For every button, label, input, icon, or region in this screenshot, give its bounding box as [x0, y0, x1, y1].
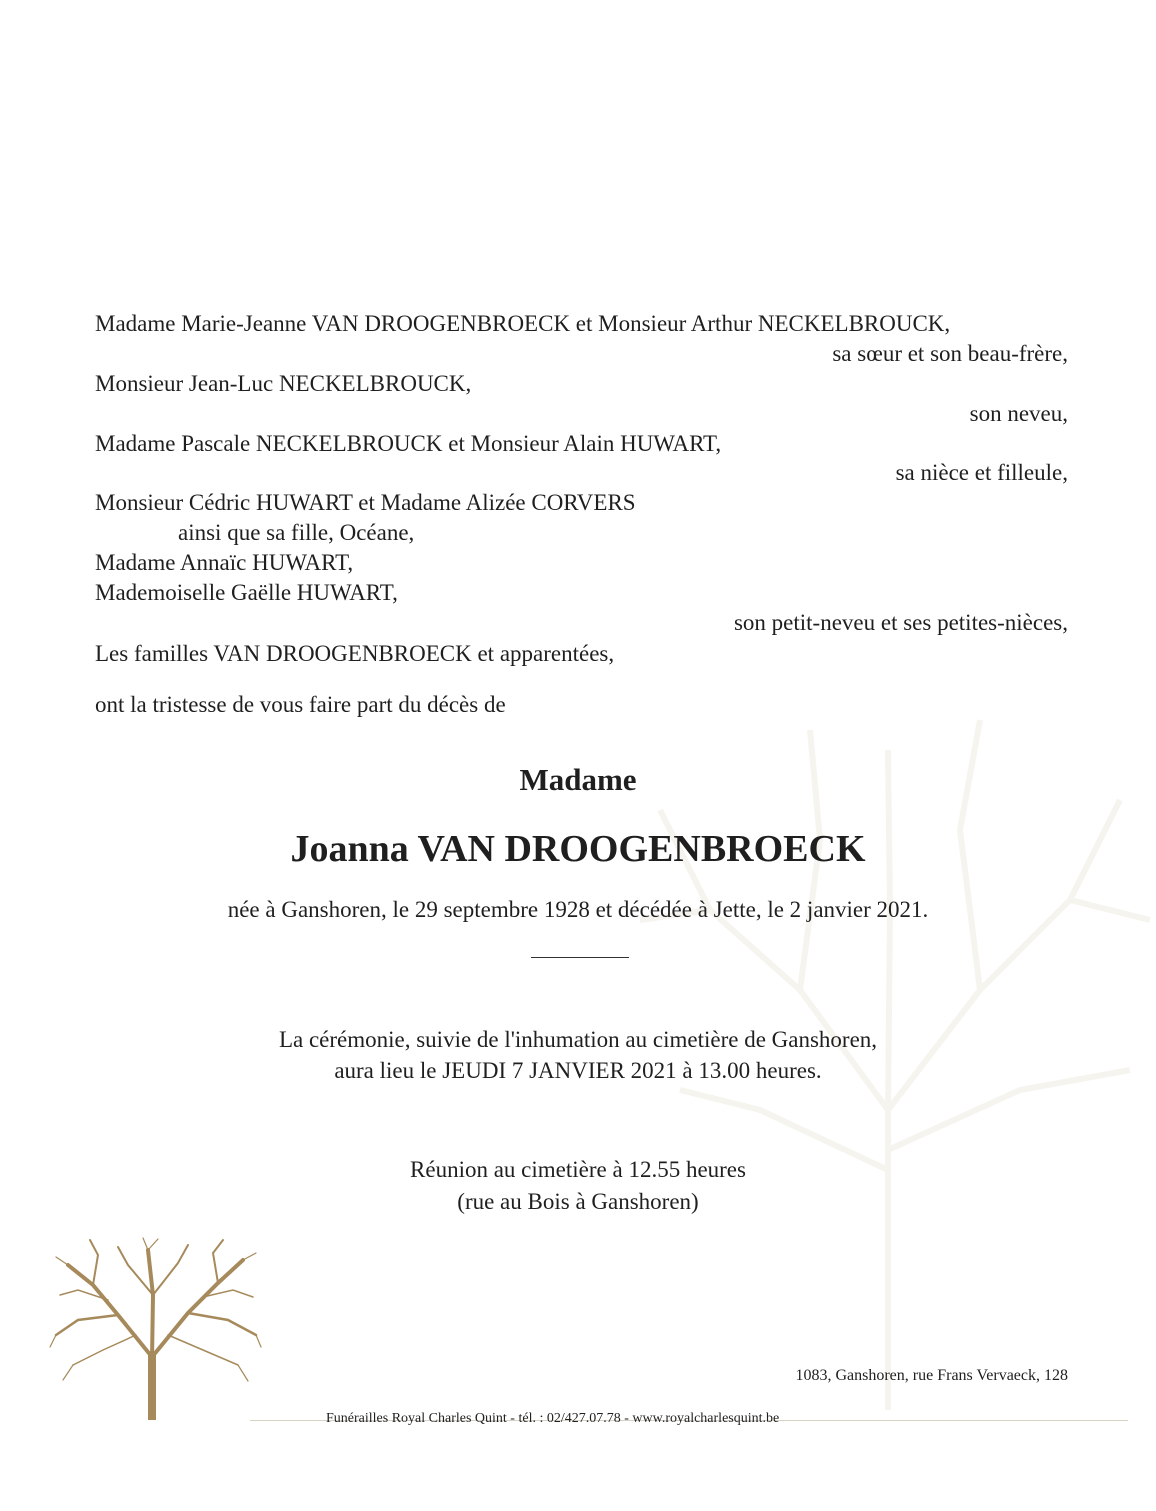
relation-1: sa sœur et son beau-frère,	[832, 341, 1068, 366]
meeting-line-1: Réunion au cimetière à 12.55 heures	[410, 1157, 746, 1182]
intro-text: ont la tristesse de vous faire part du décès de	[95, 692, 506, 717]
announcer-line-1: Madame Marie-Jeanne VAN DROOGENBROECK et Monsieur Arthur NECKELBROUCK,	[95, 311, 951, 336]
divider	[531, 957, 629, 958]
ceremony-line-1: La cérémonie, suivie de l'inhumation au cimetière de Ganshoren,	[278, 1027, 878, 1052]
deceased-name: Joanna VAN DROOGENBROECK	[290, 828, 866, 870]
relation-4: son petit-neveu et ses petites-nièces,	[733, 610, 1068, 635]
announcer-line-5: Les familles VAN DROOGENBROECK et apparentées,	[95, 641, 615, 666]
funeral-home-address: 1083, Ganshoren, rue Frans Vervaeck, 128	[795, 1367, 1068, 1384]
funeral-home-contact: Funérailles Royal Charles Quint - tél. : 02/427.07.78 - www.royalcharlesquint.be	[326, 1411, 780, 1426]
meeting-line-2: (rue au Bois à Ganshoren)	[457, 1189, 699, 1214]
announcer-line-4c: Madame Annaïc HUWART,	[95, 550, 354, 575]
deceased-dates: née à Ganshoren, le 29 septembre 1928 et décédée à Jette, le 2 janvier 2021.	[227, 897, 929, 922]
announcer-line-4a: Monsieur Cédric HUWART et Madame Alizée CORVERS	[95, 490, 636, 515]
deceased-honorific: Madame	[519, 762, 637, 797]
announcer-line-3: Madame Pascale NECKELBROUCK et Monsieur Alain HUWART,	[95, 431, 722, 456]
relation-3: sa nièce et filleule,	[895, 460, 1068, 485]
announcer-line-4b: ainsi que sa fille, Océane,	[178, 520, 415, 545]
tree-logo-icon	[48, 1235, 263, 1420]
ceremony-line-2: aura lieu le JEUDI 7 JANVIER 2021 à 13.00 heures.	[334, 1058, 822, 1083]
announcer-line-4d: Mademoiselle Gaëlle HUWART,	[95, 580, 398, 605]
relation-2: son neveu,	[969, 401, 1068, 426]
announcer-line-2: Monsieur Jean-Luc NECKELBROUCK,	[95, 371, 472, 396]
